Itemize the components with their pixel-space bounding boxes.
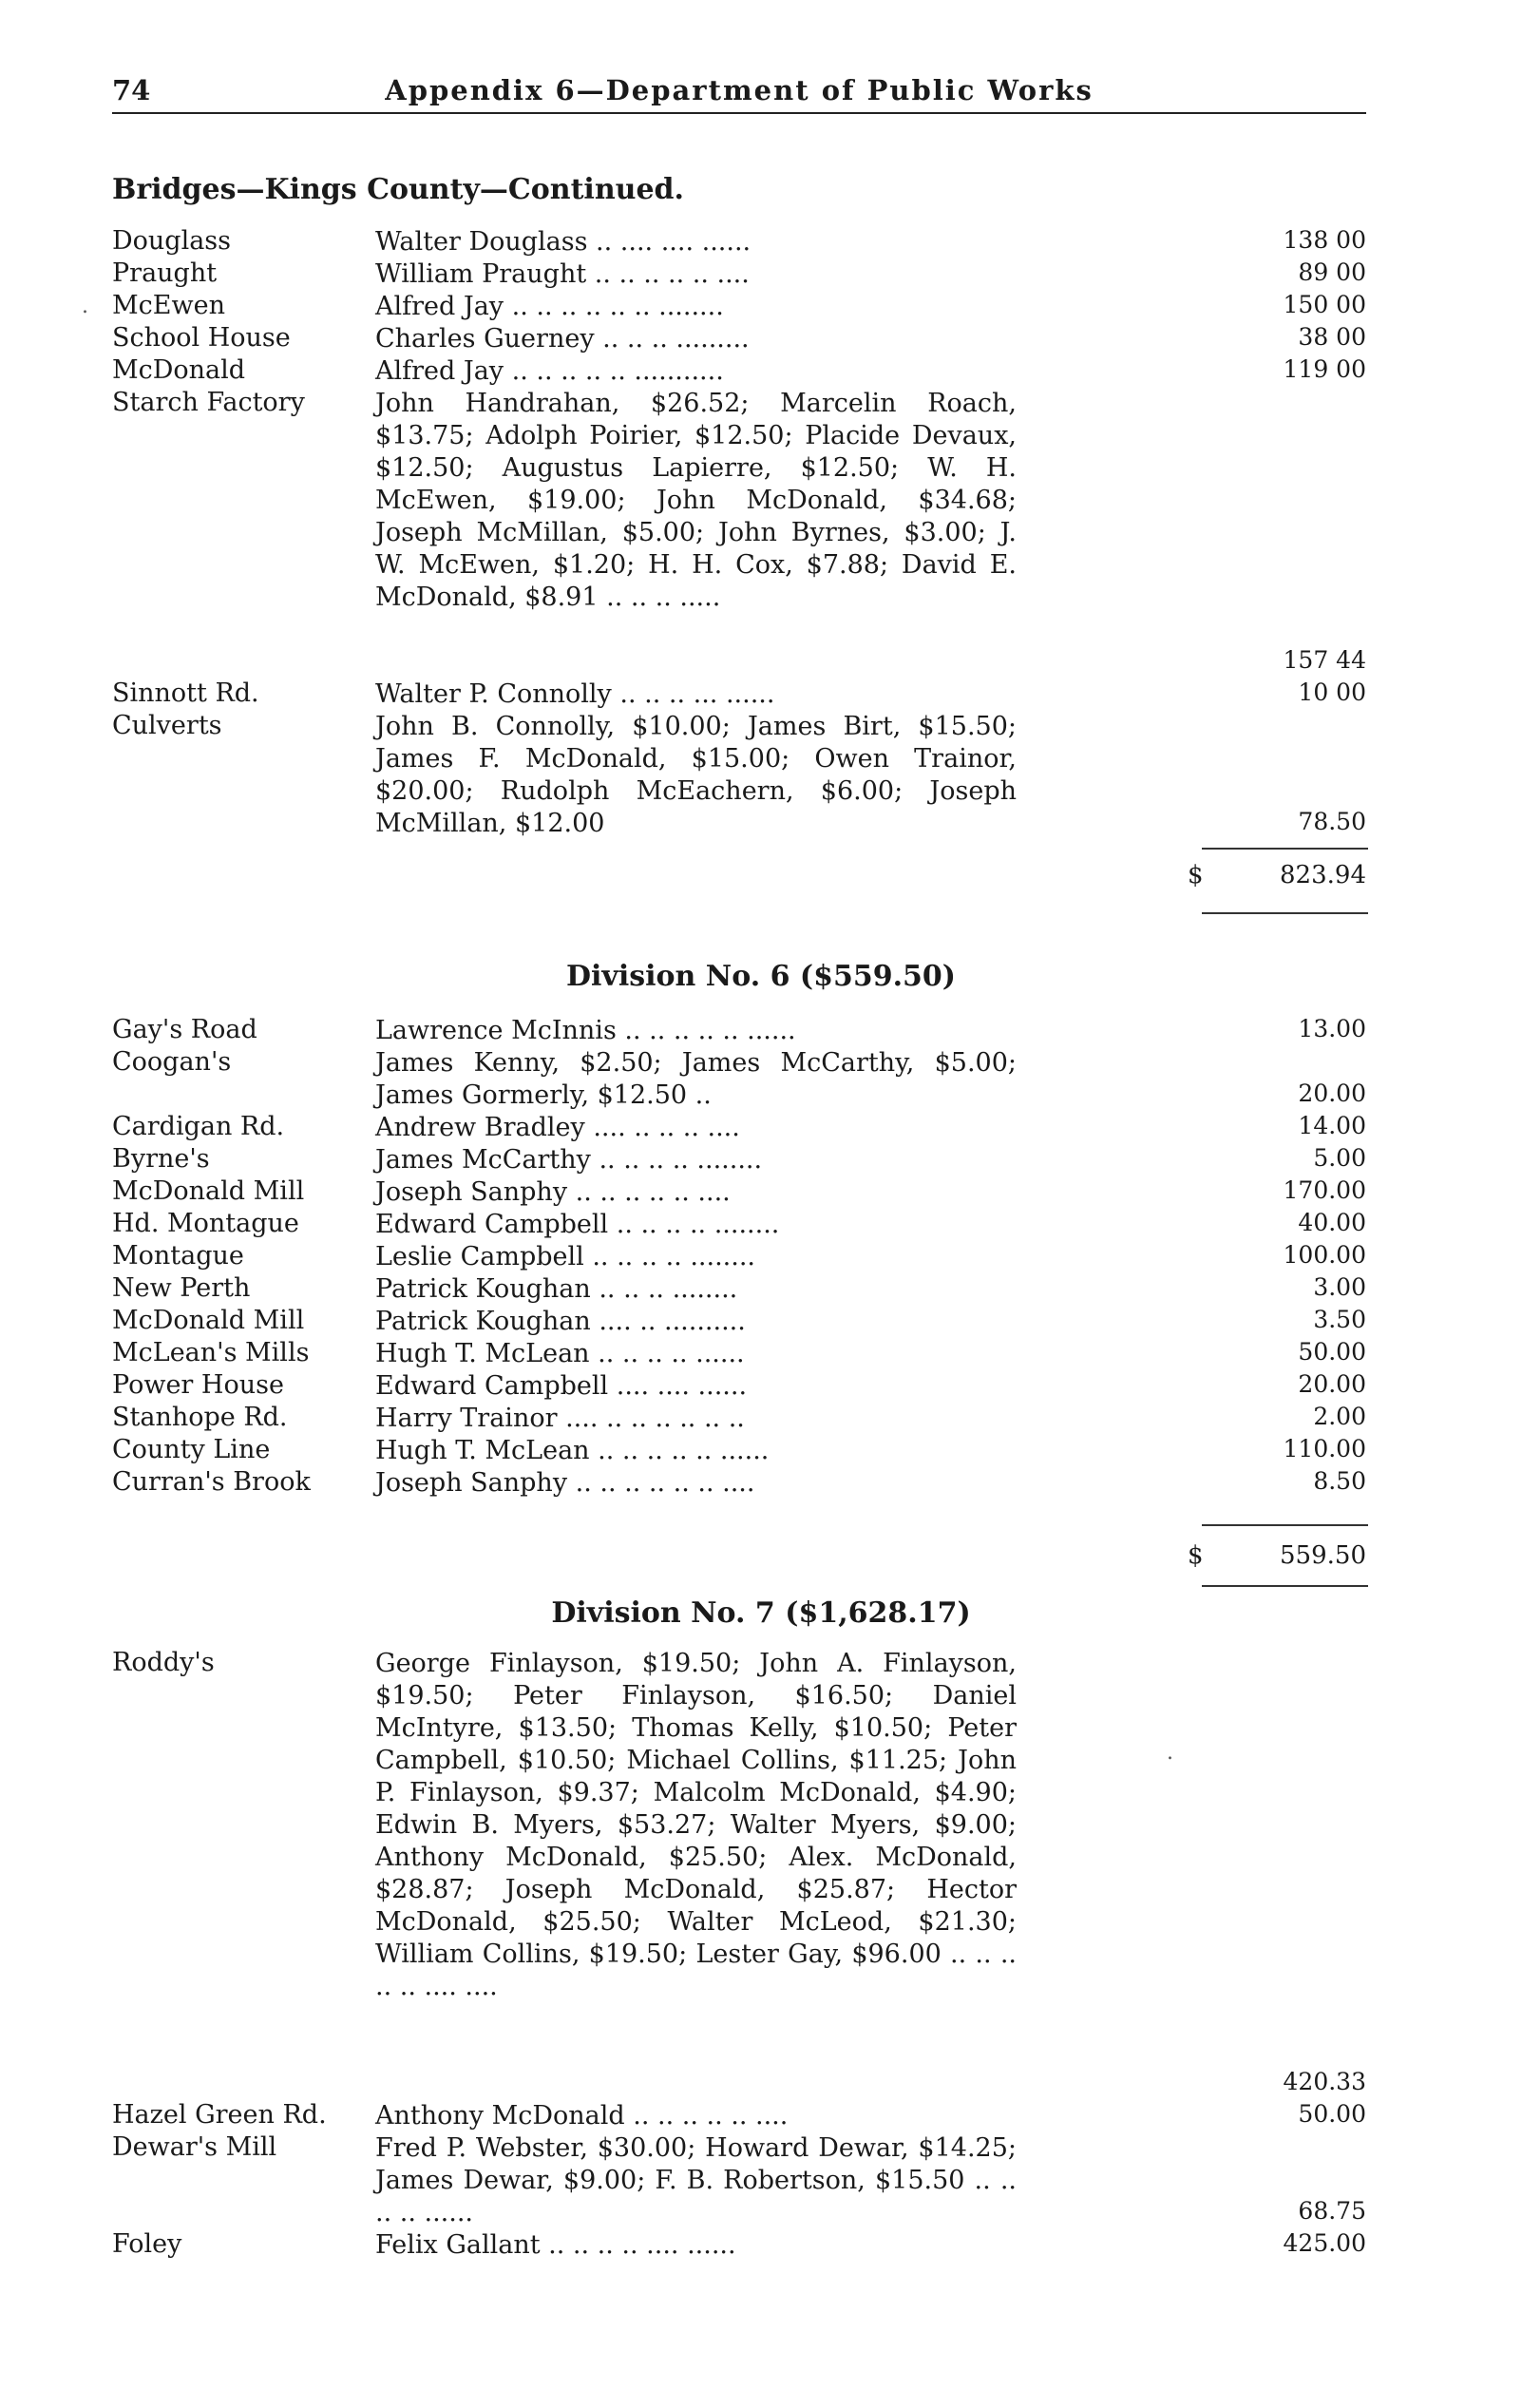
total-rule bbox=[1202, 912, 1368, 914]
row-description: Hugh T. McLean .. .. .. .. ...... bbox=[375, 1339, 745, 1368]
row-description: Charles Guerney .. .. .. ......... bbox=[375, 324, 750, 354]
row-description: George Finlayson, $19.50; John A. Finlayson, $19.50; Peter Finlayson, $16.50; Daniel McIntyre, $13.50; Thomas Kelly, $10.50; Peter Campbell, $10.50; Michael Collins, $11.25; John P. Finlayson, $9.37; Malcolm McDonald, $4.90; Edwin B. Myers, $53.27; Walter Myers, $9.00; Anthony McDonald, $25.50; Alex. McDonald, $28.87; Joseph McDonald, $25.87; Hector McDonald, $25.50; Walter McLeod, $21.30; William Collins, $19.50; Lester Gay, $96.00 .. .. .. .. .. .... .... bbox=[375, 1649, 1017, 2001]
table-row bbox=[0, 1176, 1522, 1209]
row-amount: 100.00 bbox=[1283, 1241, 1366, 1269]
row-place: Roddy's bbox=[112, 1648, 215, 1677]
row-place: Byrne's bbox=[112, 1144, 210, 1174]
row-amount: 50.00 bbox=[1298, 1338, 1366, 1366]
row-place: Praught bbox=[112, 258, 218, 288]
table-row bbox=[0, 1435, 1522, 1467]
table-row bbox=[0, 1370, 1522, 1403]
row-place: McDonald Mill bbox=[112, 1306, 305, 1335]
row-amount: 119 00 bbox=[1283, 355, 1366, 383]
row-place: New Perth bbox=[112, 1273, 251, 1303]
total-amount: 823.94 bbox=[1280, 861, 1366, 889]
margin-mark: . bbox=[82, 295, 88, 318]
table-row bbox=[0, 1648, 1522, 2095]
table-row bbox=[0, 355, 1522, 388]
row-place: Culverts bbox=[112, 711, 222, 740]
row-place: Montague bbox=[112, 1241, 244, 1271]
row-place: McDonald Mill bbox=[112, 1176, 305, 1206]
row-description: Fred P. Webster, $30.00; Howard Dewar, $14.25; James Dewar, $9.00; F. B. Robertson, $15.50 .. .. .. .. ...... bbox=[375, 2133, 1017, 2227]
total-rule bbox=[1202, 1585, 1368, 1587]
row-place: Hazel Green Rd. bbox=[112, 2100, 327, 2130]
row-amount: 13.00 bbox=[1298, 1015, 1366, 1042]
row-place: Starch Factory bbox=[112, 388, 305, 417]
total-dollar-sign: $ bbox=[1188, 1541, 1204, 1570]
running-title: Appendix 6—Department of Public Works bbox=[385, 74, 1094, 106]
row-amount: 150 00 bbox=[1283, 291, 1366, 318]
row-amount: 5.00 bbox=[1313, 1144, 1366, 1172]
total-amount: 559.50 bbox=[1280, 1541, 1366, 1570]
row-description: Alfred Jay .. .. .. .. .. .. ........ bbox=[375, 292, 724, 321]
row-amount: 40.00 bbox=[1298, 1209, 1366, 1236]
row-description: James Kenny, $2.50; James McCarthy, $5.00; James Gormerly, $12.50 .. bbox=[375, 1048, 1017, 1110]
row-amount: 420.33 bbox=[1283, 2068, 1366, 2095]
row-description: Joseph Sanphy .. .. .. .. .. .. .... bbox=[375, 1468, 755, 1498]
row-place: McLean's Mills bbox=[112, 1338, 310, 1367]
row-description: Alfred Jay .. .. .. .. .. ........... bbox=[375, 356, 724, 386]
row-place: Foley bbox=[112, 2229, 182, 2259]
row-description: Walter P. Connolly .. .. .. ... ...... bbox=[375, 679, 775, 709]
row-amount: 138 00 bbox=[1283, 226, 1366, 254]
table-row bbox=[0, 291, 1522, 323]
row-amount: 10 00 bbox=[1298, 678, 1366, 706]
row-amount: 3.00 bbox=[1313, 1273, 1366, 1301]
row-description: John B. Connolly, $10.00; James Birt, $15.50; James F. McDonald, $15.00; Owen Trainor, $20.00; Rudolph McEachern, $6.00; Joseph McMillan, $12.00 bbox=[375, 712, 1017, 838]
total-rule bbox=[1202, 848, 1368, 850]
row-place: Dewar's Mill bbox=[112, 2132, 277, 2162]
row-description: Patrick Koughan .... .. .......... bbox=[375, 1307, 746, 1336]
row-place: McDonald bbox=[112, 355, 246, 385]
row-amount: 38 00 bbox=[1298, 323, 1366, 351]
row-description: Anthony McDonald .. .. .. .. .. .... bbox=[375, 2101, 789, 2131]
row-place: Stanhope Rd. bbox=[112, 1403, 288, 1432]
table-row bbox=[0, 1241, 1522, 1273]
row-description: Edward Campbell .. .. .. .. ........ bbox=[375, 1210, 780, 1239]
row-description: Felix Gallant .. .. .. .. .... ...... bbox=[375, 2230, 736, 2260]
row-amount: 14.00 bbox=[1298, 1112, 1366, 1139]
row-place: Cardigan Rd. bbox=[112, 1112, 285, 1141]
table-row bbox=[0, 388, 1522, 674]
total-rule bbox=[1202, 1524, 1368, 1526]
page-number: 74 bbox=[112, 74, 151, 106]
table-row bbox=[0, 2100, 1522, 2132]
row-place: Douglass bbox=[112, 226, 232, 256]
row-amount: 68.75 bbox=[1298, 2197, 1366, 2225]
row-description: Patrick Koughan .. .. .. ........ bbox=[375, 1274, 738, 1304]
table-row bbox=[0, 226, 1522, 258]
row-amount: 425.00 bbox=[1283, 2229, 1366, 2257]
row-description: John Handrahan, $26.52; Marcelin Roach, $13.75; Adolph Poirier, $12.50; Placide Devaux, $12.50; Augustus Lapierre, $12.50; W. H. McEwen, $19.00; John McDonald, $34.68; Joseph McMillan, $5.00; John Byrnes, $3.00; J. W. McEwen, $1.20; H. H. Cox, $7.88; David E. McDonald, $8.91 .. .. .. ..... bbox=[375, 389, 1017, 612]
row-place: School House bbox=[112, 323, 291, 353]
section-title-division-7: Division No. 7 ($1,628.17) bbox=[551, 1596, 971, 1630]
row-description: Edward Campbell .... .... ...... bbox=[375, 1371, 748, 1401]
row-amount: 157 44 bbox=[1283, 646, 1366, 674]
section-title-division-6: Division No. 6 ($559.50) bbox=[566, 960, 956, 993]
table-row bbox=[0, 258, 1522, 291]
row-amount: 8.50 bbox=[1313, 1467, 1366, 1495]
table-row bbox=[0, 1306, 1522, 1338]
row-description: William Praught .. .. .. .. .. .... bbox=[375, 259, 750, 289]
row-amount: 110.00 bbox=[1283, 1435, 1366, 1462]
row-amount: 20.00 bbox=[1298, 1080, 1366, 1107]
row-place: Sinnott Rd. bbox=[112, 678, 259, 708]
row-place: McEwen bbox=[112, 291, 225, 320]
table-row bbox=[0, 1144, 1522, 1176]
table-row bbox=[0, 1047, 1522, 1110]
table-row bbox=[0, 1015, 1522, 1047]
row-place: County Line bbox=[112, 1435, 271, 1464]
row-description: Andrew Bradley .... .. .. .. .... bbox=[375, 1113, 740, 1142]
row-place: Coogan's bbox=[112, 1047, 232, 1077]
table-row bbox=[0, 1467, 1522, 1500]
row-description: Hugh T. McLean .. .. .. .. .. ...... bbox=[375, 1436, 770, 1465]
table-row bbox=[0, 711, 1522, 838]
row-amount: 170.00 bbox=[1283, 1176, 1366, 1204]
row-description: Walter Douglass .. .... .... ...... bbox=[375, 227, 751, 257]
section-title-kings: Bridges—Kings County—Continued. bbox=[112, 173, 684, 206]
row-place: Power House bbox=[112, 1370, 284, 1400]
table-row bbox=[0, 1112, 1522, 1144]
page-header bbox=[112, 74, 1366, 114]
row-description: Leslie Campbell .. .. .. .. ........ bbox=[375, 1242, 756, 1271]
table-row bbox=[0, 2229, 1522, 2262]
row-amount: 78.50 bbox=[1298, 808, 1366, 835]
row-place: Gay's Road bbox=[112, 1015, 257, 1044]
row-description: Joseph Sanphy .. .. .. .. .. .... bbox=[375, 1177, 731, 1207]
table-row bbox=[0, 1273, 1522, 1306]
row-amount: 50.00 bbox=[1298, 2100, 1366, 2128]
row-amount: 20.00 bbox=[1298, 1370, 1366, 1398]
row-amount: 3.50 bbox=[1313, 1306, 1366, 1333]
row-description: Harry Trainor .... .. .. .. .. .. .. bbox=[375, 1404, 745, 1433]
row-amount: 2.00 bbox=[1313, 1403, 1366, 1430]
table-row bbox=[0, 678, 1522, 711]
table-row bbox=[0, 1209, 1522, 1241]
row-place: Hd. Montague bbox=[112, 1209, 299, 1238]
total-dollar-sign: $ bbox=[1188, 861, 1204, 889]
row-amount: 89 00 bbox=[1298, 258, 1366, 286]
table-row bbox=[0, 1338, 1522, 1370]
row-description: Lawrence McInnis .. .. .. .. .. ...... bbox=[375, 1016, 796, 1045]
row-place: Curran's Brook bbox=[112, 1467, 311, 1497]
table-row bbox=[0, 2132, 1522, 2227]
margin-mark: . bbox=[1167, 1741, 1173, 1765]
table-row bbox=[0, 323, 1522, 355]
table-row bbox=[0, 1403, 1522, 1435]
row-description: James McCarthy .. .. .. .. ........ bbox=[375, 1145, 763, 1175]
